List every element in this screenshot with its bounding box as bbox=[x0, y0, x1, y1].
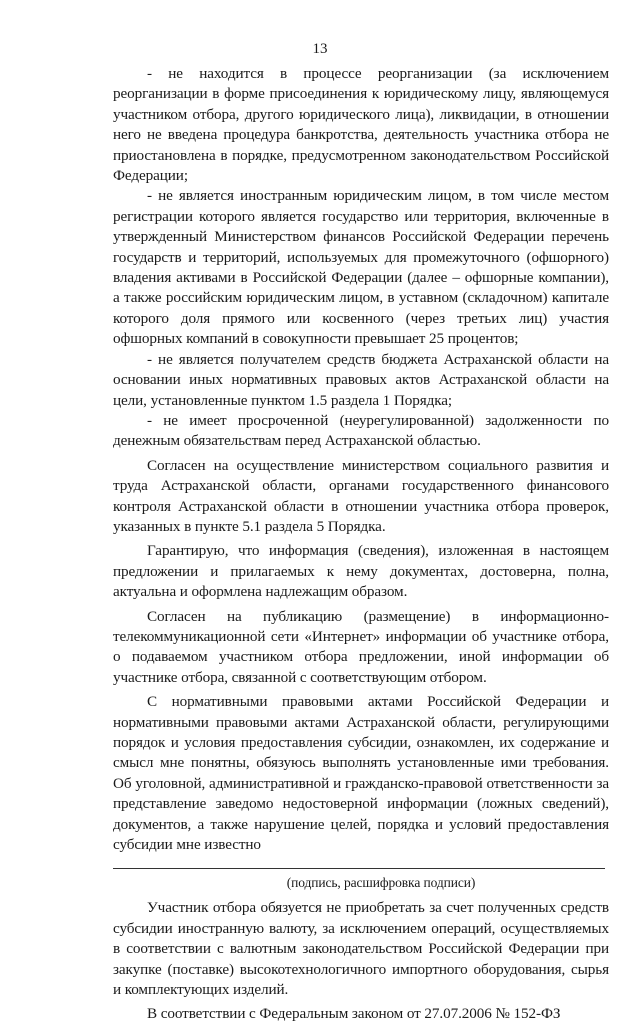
paragraph-currency-obligation: Участник отбора обязуется не приобретать за счет полученных средств субсидии иностранную валюту, за исключением операций, осуществляемых в соответствии с валютным законодательством Российской Федерации при закупке (поставке) высокотехнологичного импортного оборудования, сырья и комплектующих изделий. bbox=[113, 899, 609, 999]
paragraph-federal-law: В соответствии с Федеральным законом от 27.07.2006 № 152-ФЗ bbox=[147, 1005, 561, 1023]
signature-caption: (подпись, расшифровка подписи) bbox=[286, 875, 476, 891]
paragraph-consent-inspections: Согласен на осуществление министерством социального развития и труда Астраханской области, органами государственного финансового контроля Астраханской области в отношении участника отбора проверок, указанных в пункте 5.1 раздела 5 Порядка. bbox=[113, 456, 609, 535]
paragraph-not-in-reorganization: - не находится в процессе реорганизации (за исключением реорганизации в форме присоединения к юридическому лицу, являющемуся участником отбора, другого юридического лица), ликвидации, в отношении него не введена процедура банкротства, деятельность участника отбора не приостановлена в порядке, предусмотренном законодательством Российской Федерации; bbox=[113, 65, 609, 185]
paragraph-not-foreign-entity: - не является иностранным юридическим лицом, в том числе местом регистрации которого является государство или территория, включенные в утвержденный Министерством финансов Российской Федерации перечень государств и территорий, используемых для промежуточного (офшорного) владения активами в Российской Федерации (далее – офшорные компании), а также российским юридическим лицом, в уставном (складочном) капитале которого доля прямого или косвенного (через третьих лиц) участия офшорных компаний в совокупности превышает 25 процентов; bbox=[113, 187, 609, 348]
paragraph-consent-publication: Согласен на публикацию (размещение) в информационно-телекоммуникационной сети «Интернет» информации об участнике отбора, о подаваемом участником отбора предложении, иной информации об участнике отбора, связанной с соответствующим отбором. bbox=[113, 607, 609, 686]
page-number: 13 bbox=[312, 41, 328, 57]
paragraph-guarantee-information: Гарантирую, что информация (сведения), изложенная в настоящем предложении и прилагаемых к нему документах, достоверна, полна, актуальна и оформлена надлежащим образом. bbox=[113, 542, 609, 601]
paragraph-acknowledgement: С нормативными правовыми актами Российской Федерации и нормативными правовыми актами Астраханской области, регулирующими порядок и условия предоставления субсидии, ознакомлен, их содержание и смысл мне понятны, обязуюсь выполнять установленные ими требования. Об уголовной, административной и гражданско-правовой ответственности за представление заведомо недостоверной информации (ложных сведений), документов, а также нарушение целей, порядка и условий предоставления субсидии мне известно bbox=[113, 693, 609, 854]
signature-block bbox=[113, 868, 609, 894]
document-body bbox=[113, 64, 609, 1025]
paragraph-no-overdue-debt: - не имеет просроченной (неурегулированной) задолженности по денежным обязательствам перед Астраханской областью. bbox=[113, 411, 609, 450]
signature-line bbox=[113, 868, 605, 869]
paragraph-not-budget-recipient: - не является получателем средств бюджета Астраханской области на основании иных нормативных правовых актов Астраханской области на цели, установленные пунктом 1.5 раздела 1 Порядка; bbox=[113, 350, 609, 409]
